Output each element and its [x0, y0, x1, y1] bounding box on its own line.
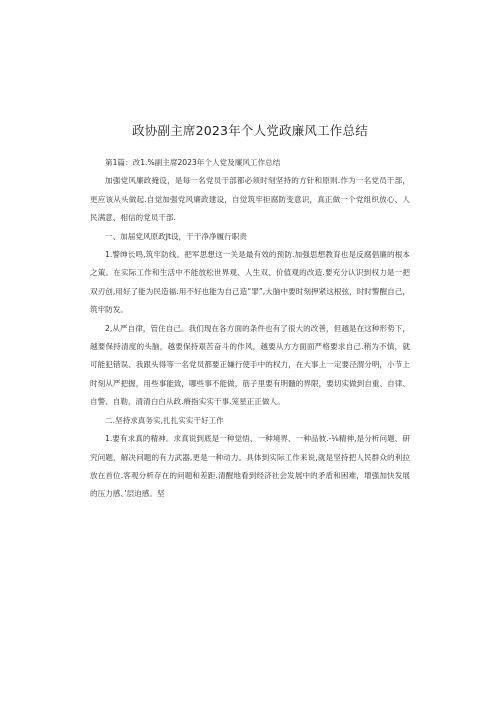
section-heading-1: 一、加届党风原政Jt设，干干净净履行职责 [105, 231, 247, 241]
document-title: 政协副主席2023年个人党政廉风工作总结 [132, 123, 368, 138]
paragraph-2-1: 1.要有求真的精神。求真说到底是一种觉悟、一种境界、一种品彼.-⅛精神,是分析问题、研究问题，解决问题的有力武器,更是一种动力。具体到实际工作来说,就是坚持把人民群众的利拉放在首位.客观分析存在的问题和差距.清醒地看到经济社会发展中的矛盾和困难，增强加快发展的压力感、’层迫感。坚 [90, 434, 410, 499]
paragraph-1-2: 2,从严自律，管住自己。我们现在各方面的条件也有了很大的改善，但越是在这种形势下，越要保持清度的头脑，越要保持艰苦奋斗的作风，越要从方方面面严格要求自己.稍为不慎，就可能犯错误、我跟头得等一名党员都要正嫌行使手中的权力，在大事上一定要泾渭分明，小节上时刻从严把握，用些事能致，哪些事不能做，筋子里要有明髓的界限，要切实做到自重、自律、自警、自勒，清清白白从政.瘠指实实干事.笼星正正做人。 [90, 323, 410, 407]
section-heading-2: 二.坚持求真务实,扎扎实实干好工作 [105, 415, 224, 425]
document-body [90, 154, 410, 504]
paragraph-subtitle: 第1篇：改1.%副主席2023年个人党及廉风工作总结 [105, 158, 281, 167]
paragraph-1-1: 1.警绅长鸣,筑牢防线。把军思想这一关是最有效的预防.加强思想教育也是反腐倡廉的根本之策。在实际工作和生活中不能放松世界观、人生双、价值观的改造.要充分认识到权力是一把双刃创,用好了能为民造福.用不好也能为自己造“罪”,大脑中要时刻押紧这根弦，时时警醒自己，筑牢防发。 [90, 250, 410, 315]
paragraph-intro: 加强党风廉政掩设，是每一名党员干部都必须时刻坚持的方针和原则.作为一名党员干部，更应该从头做起.自觉加强党风廉政建设，自觉筑牢拒腐防变意识，真正做一个党组织放心、人民满意、相信的党员干部. [90, 176, 410, 223]
